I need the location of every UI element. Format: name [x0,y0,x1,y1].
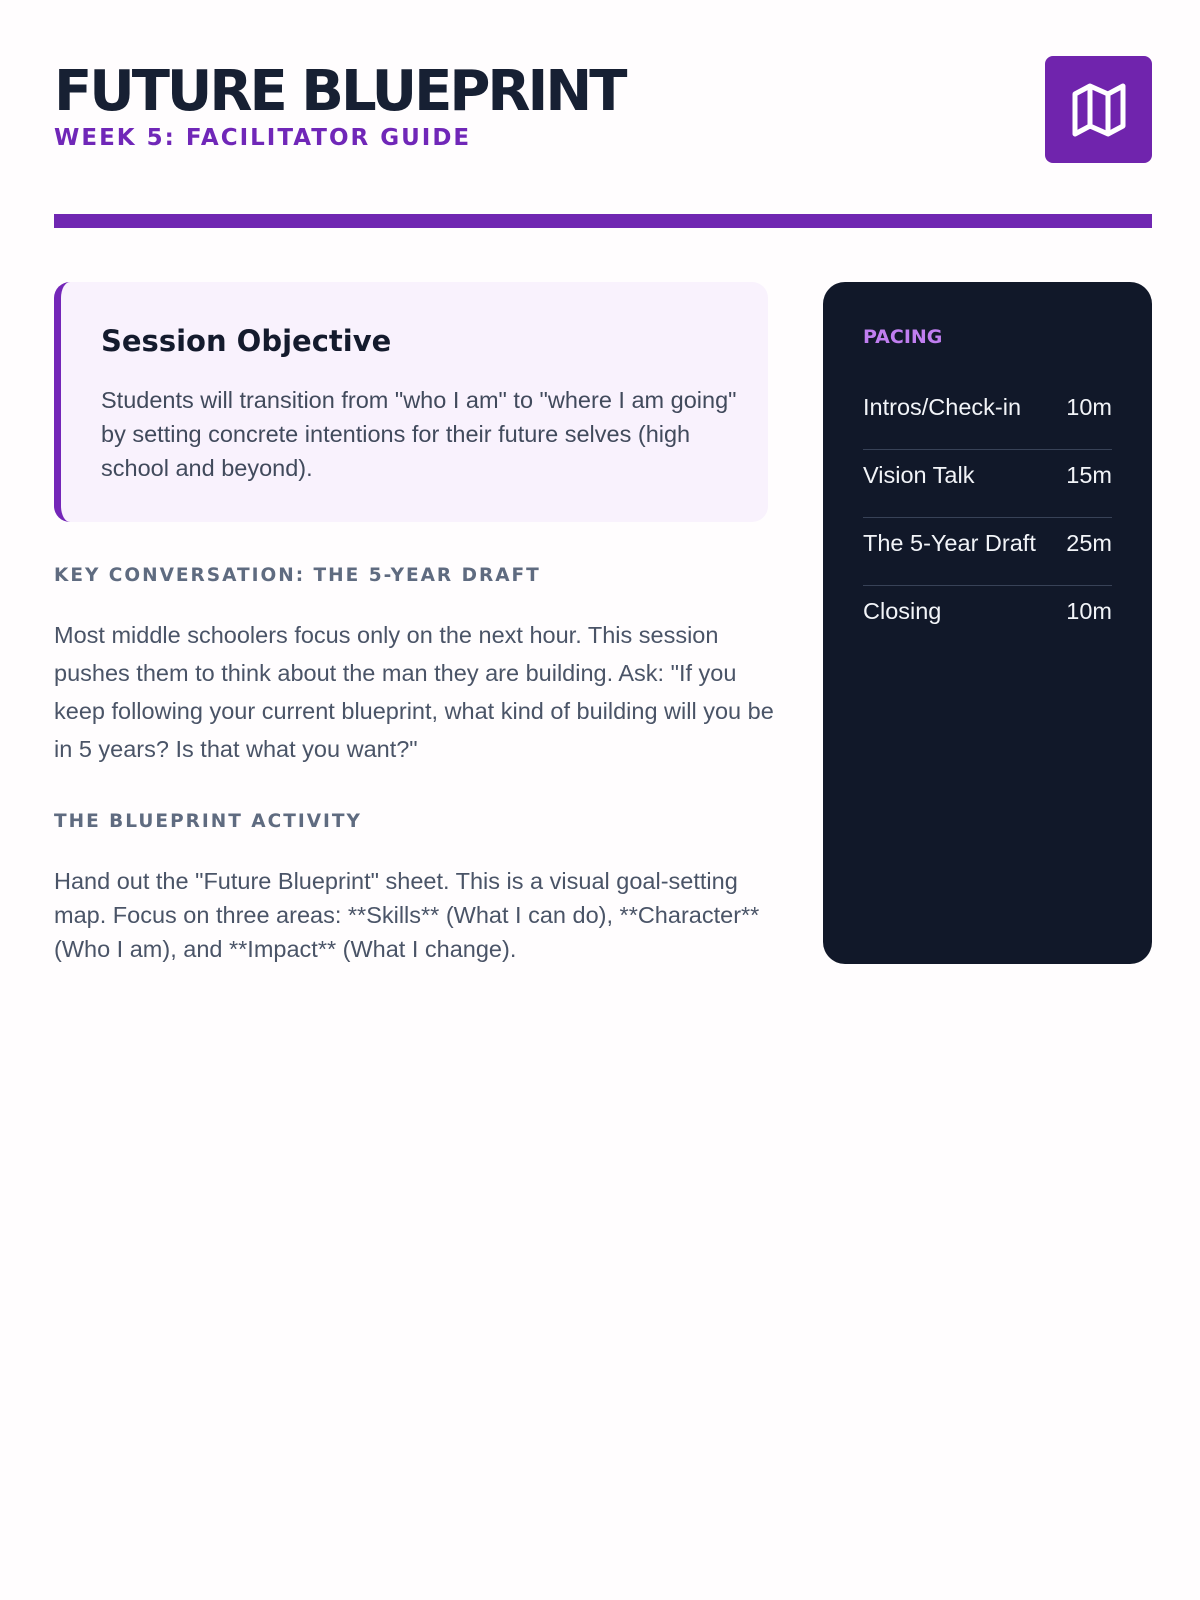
pacing-item-time: 10m [1066,598,1112,624]
pacing-item [863,382,1112,450]
pacing-item-label: The 5-Year Draft [863,530,1036,556]
blueprint-activity-heading: THE BLUEPRINT ACTIVITY [54,811,362,832]
map-icon [1070,82,1128,138]
facilitator-guide-page [54,0,1152,1600]
pacing-item-label: Closing [863,598,942,624]
pacing-item [863,586,1112,654]
page-header [54,56,1152,166]
objective-text: Students will transition from "who I am" to "where I am going" by setting concrete intentions for their future selves (high school and beyond). [101,387,737,481]
pacing-list [863,382,1112,654]
pacing-item-label: Intros/Check-in [863,394,1022,420]
pacing-panel [823,282,1152,964]
header-divider [54,214,1152,228]
pacing-title: PACING [863,326,943,348]
blueprint-activity-text: Hand out the "Future Blueprint" sheet. This is a visual goal-setting map. Focus on three areas: **Skills** (What I can do), **Character** (Who I am), and **Impact** (What I change). [54,868,760,962]
pacing-item [863,450,1112,518]
page-title: FUTURE BLUEPRINT [54,59,625,124]
pacing-item-time: 15m [1066,462,1112,488]
objective-heading: Session Objective [101,324,392,358]
page-subtitle: WEEK 5: FACILITATOR GUIDE [54,125,472,151]
pacing-item [863,518,1112,586]
logo-badge [1045,56,1152,163]
key-conversation-text: Most middle schoolers focus only on the next hour. This session pushes them to think about the man they are building. Ask: "If you keep following your current blueprint, what kind of building will you be in 5 years? Is that what you want?" [54,622,774,762]
pacing-item-label: Vision Talk [863,462,975,488]
session-objective-card [54,282,768,522]
pacing-item-time: 10m [1066,394,1112,420]
pacing-item-time: 25m [1066,530,1112,556]
key-conversation-heading: KEY CONVERSATION: THE 5-YEAR DRAFT [54,565,541,586]
